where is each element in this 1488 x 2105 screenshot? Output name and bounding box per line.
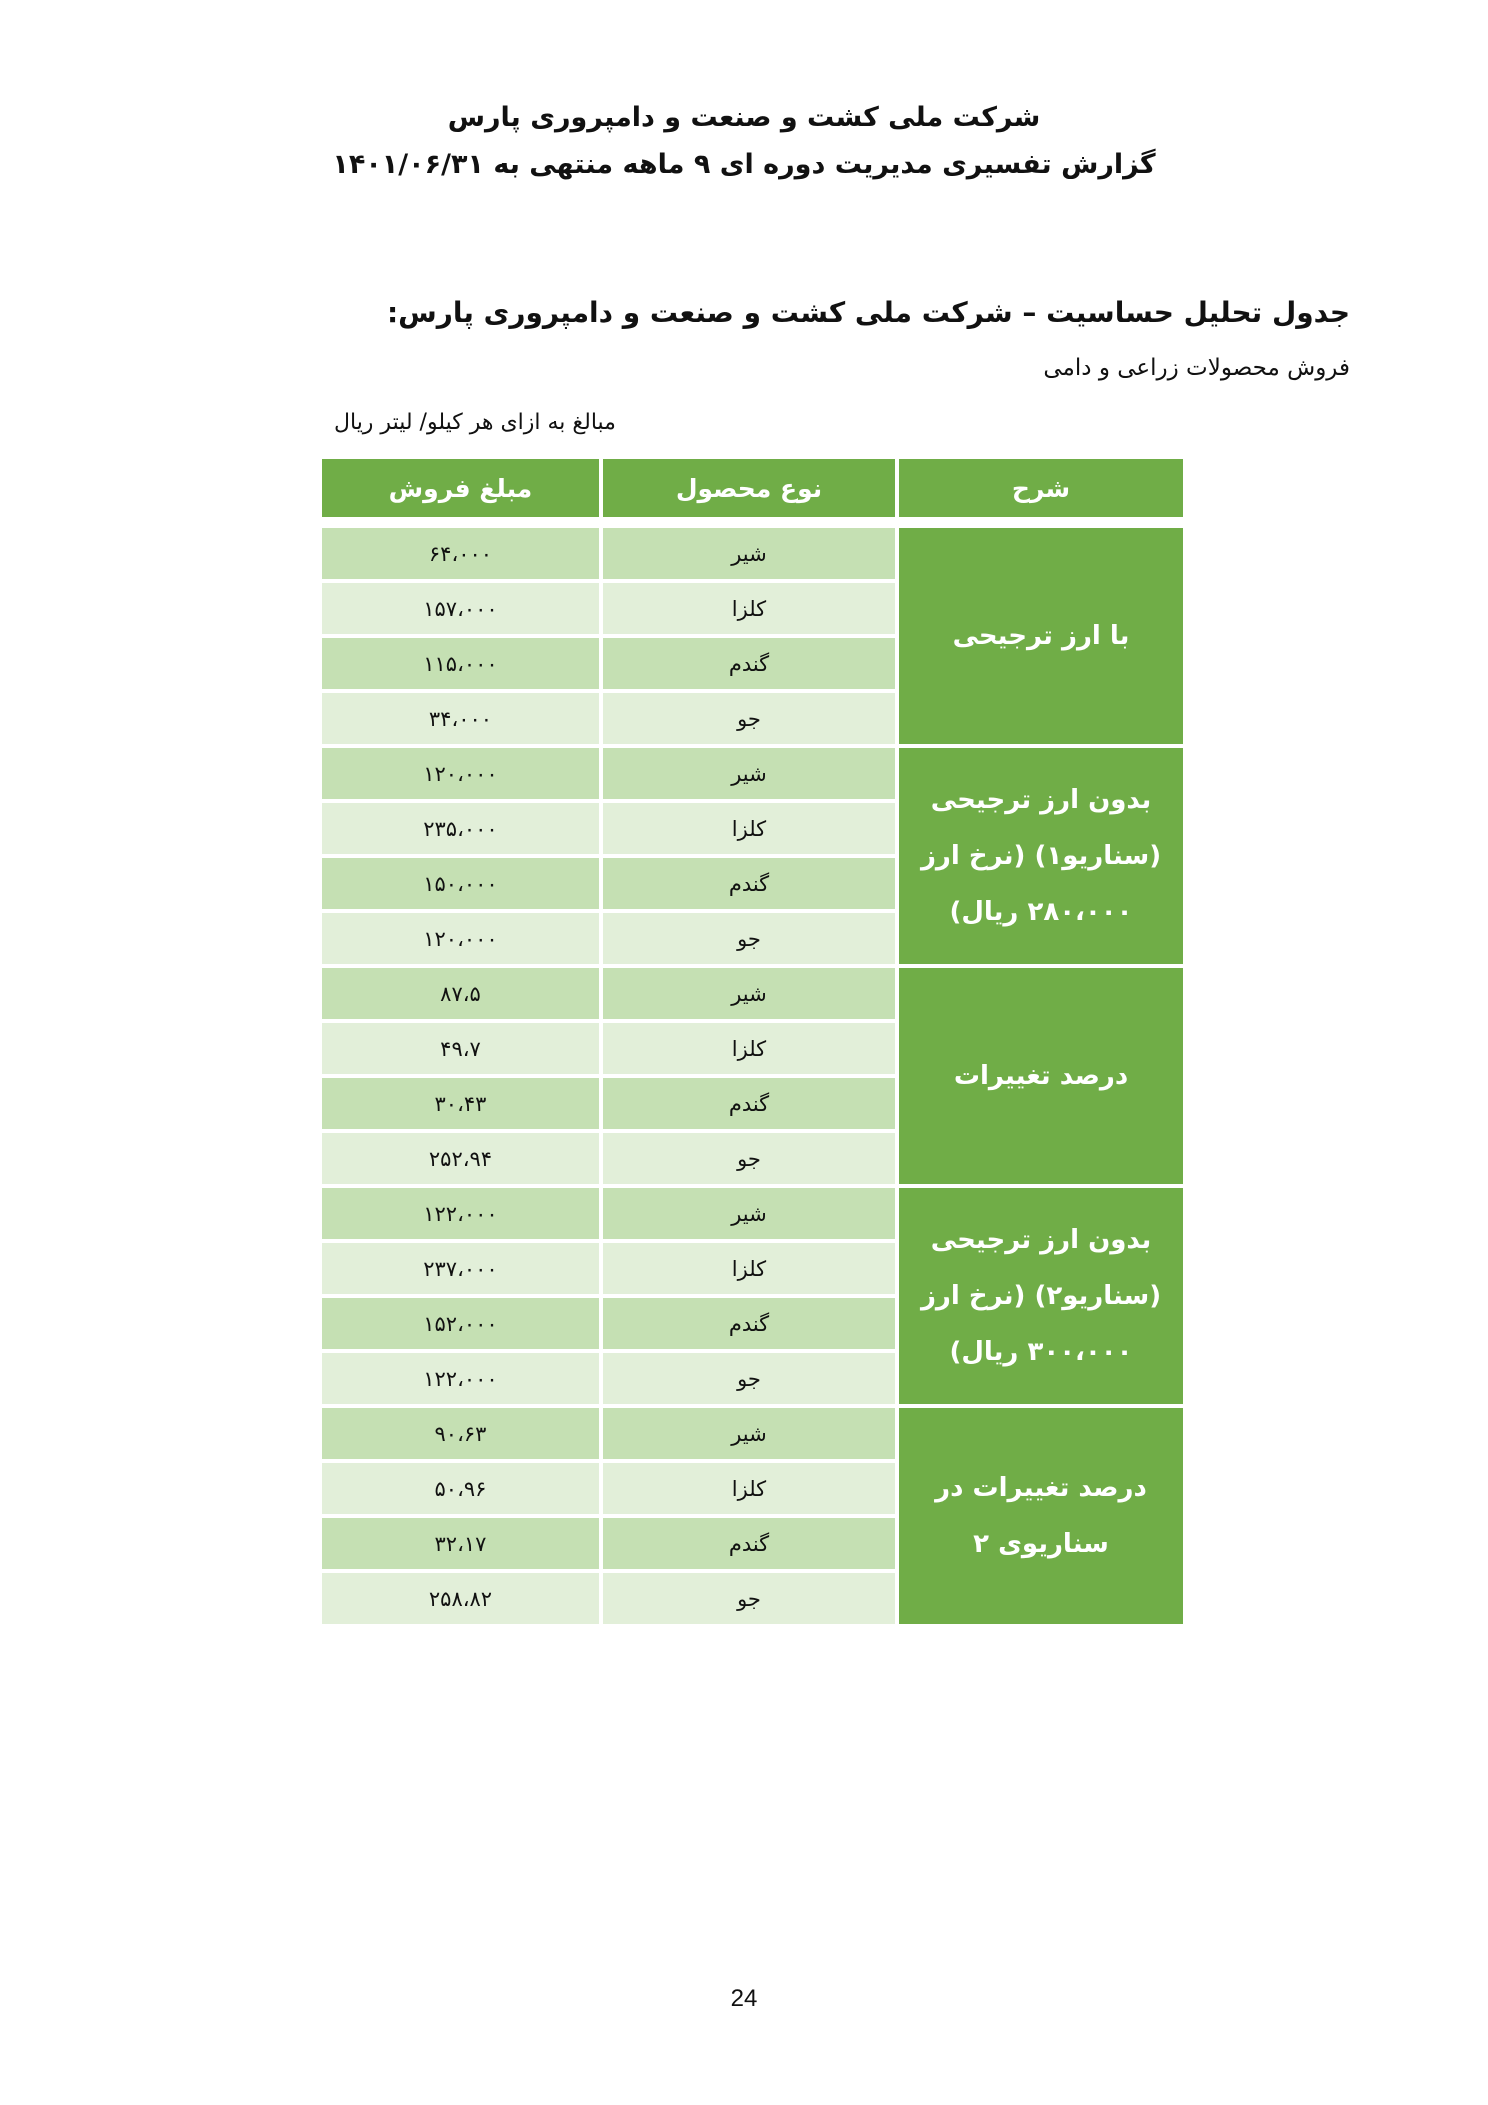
product-cell: جو [603,913,895,964]
product-cell: شیر [603,968,895,1019]
page-number: 24 [730,1985,758,2012]
table-row [322,1188,1183,1239]
product-cell: گندم [603,1298,895,1349]
group-label-line: بدون ارز ترجیحی [930,1225,1152,1255]
amount-cell: ۲۵۸،۸۲ [322,1573,599,1624]
group-label-line: با ارز ترجیحی [952,621,1130,651]
report-title: گزارش تفسیری مدیریت دوره ای ۹ ماهه منتهی به ۱۴۰۱/۰۶/۳۱ [332,149,1156,180]
product-cell: شیر [603,748,895,799]
amount-cell: ۲۳۵،۰۰۰ [322,803,599,854]
product-cell: گندم [603,1518,895,1569]
section-title: جدول تحلیل حساسیت – شرکت ملی کشت و صنعت و دامپروری پارس: [386,296,1350,329]
product-cell: کلزا [603,583,895,634]
amount-cell: ۱۲۲،۰۰۰ [322,1353,599,1404]
header-amount: مبلغ فروش [322,459,599,517]
group-label [899,968,1183,1184]
amount-cell: ۱۲۰،۰۰۰ [322,913,599,964]
table-row [322,968,1183,1019]
table-row [322,528,1183,579]
unit-note: مبالغ به ازای هر کیلو/ لیتر ریال [334,410,616,435]
sensitivity-table [318,455,1187,1628]
amount-cell: ۱۵۲،۰۰۰ [322,1298,599,1349]
amount-cell: ۱۲۲،۰۰۰ [322,1188,599,1239]
amount-cell: ۱۵۷،۰۰۰ [322,583,599,634]
amount-cell: ۲۵۲،۹۴ [322,1133,599,1184]
product-cell: کلزا [603,1463,895,1514]
group-label-line: بدون ارز ترجیحی [930,785,1152,815]
table-body [322,528,1183,1624]
section-subtitle: فروش محصولات زراعی و دامی [1043,355,1350,381]
amount-cell: ۴۹،۷ [322,1023,599,1074]
group-label-line: (سناریو۲) (نرخ ارز [920,1281,1162,1311]
header-description: شرح [899,459,1183,517]
group-label [899,748,1183,964]
product-cell: گندم [603,1078,895,1129]
amount-cell: ۲۳۷،۰۰۰ [322,1243,599,1294]
product-cell: شیر [603,1188,895,1239]
amount-cell: ۶۴،۰۰۰ [322,528,599,579]
product-cell: جو [603,1353,895,1404]
product-cell: جو [603,693,895,744]
group-label-line: (سناریو۱) (نرخ ارز [920,841,1162,871]
group-label-line: درصد تغییرات [953,1061,1129,1091]
group-label [899,1188,1183,1404]
product-cell: شیر [603,528,895,579]
product-cell: گندم [603,638,895,689]
amount-cell: ۳۴،۰۰۰ [322,693,599,744]
group-label-line: ۳۰۰،۰۰۰ ریال) [949,1337,1133,1367]
product-cell: جو [603,1573,895,1624]
header-product: نوع محصول [603,459,895,517]
product-cell: گندم [603,858,895,909]
amount-cell: ۳۲،۱۷ [322,1518,599,1569]
amount-cell: ۳۰،۴۳ [322,1078,599,1129]
group-label-line: درصد تغییرات در [935,1473,1147,1503]
amount-cell: ۱۱۵،۰۰۰ [322,638,599,689]
company-name: شرکت ملی کشت و صنعت و دامپروری پارس [447,102,1041,133]
amount-cell: ۸۷،۵ [322,968,599,1019]
group-label [899,528,1183,744]
table-row [322,1408,1183,1459]
table-header-row [322,459,1183,517]
group-label-line: ۲۸۰،۰۰۰ ریال) [949,897,1133,927]
group-label-line: سناریوی ۲ [973,1529,1109,1559]
product-cell: شیر [603,1408,895,1459]
product-cell: کلزا [603,1023,895,1074]
product-cell: کلزا [603,1243,895,1294]
amount-cell: ۱۵۰،۰۰۰ [322,858,599,909]
page-header [0,96,1488,190]
table-row [322,748,1183,799]
amount-cell: ۵۰،۹۶ [322,1463,599,1514]
product-cell: جو [603,1133,895,1184]
amount-cell: ۱۲۰،۰۰۰ [322,748,599,799]
product-cell: کلزا [603,803,895,854]
group-label [899,1408,1183,1624]
amount-cell: ۹۰،۶۳ [322,1408,599,1459]
